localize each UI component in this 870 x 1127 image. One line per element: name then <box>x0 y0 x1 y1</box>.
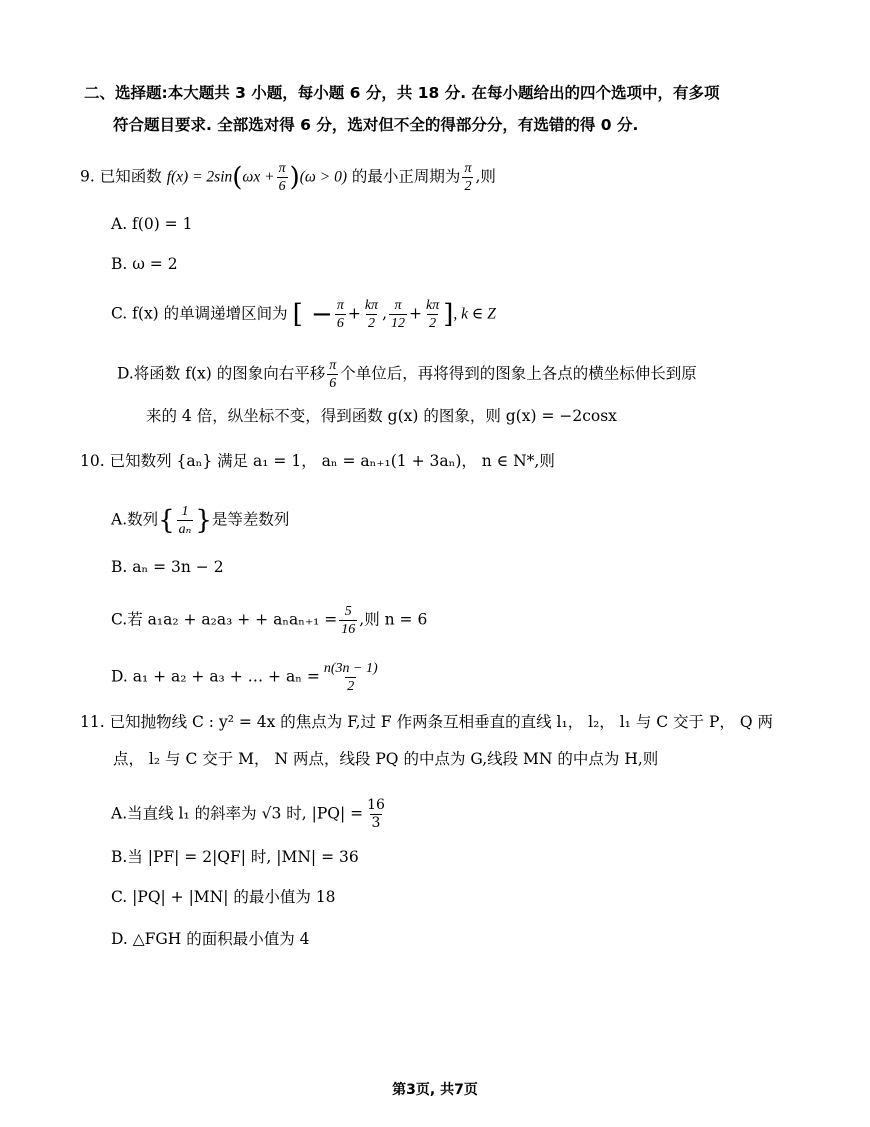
q9-option-d-line1 <box>117 357 697 392</box>
q9-condition: (ω > 0) <box>299 168 347 186</box>
q10-option-a-suffix: 是等差数列 <box>211 510 290 529</box>
q11-stem-line2: 点， l₂ 与 C 交于 M， N 两点，线段 PQ 的中点为 G,线段 MN 的中点为 H,则 <box>113 750 659 768</box>
q11-option-d: D. △FGH 的面积最小值为 4 <box>111 930 310 948</box>
q9-period-fraction: $\frac{\pi}{2}$ <box>464 161 472 194</box>
q10-stem <box>80 450 555 472</box>
q11-number: 11. <box>80 713 105 731</box>
q11-option-c: C. |PQ| + |MN| 的最小值为 18 <box>111 888 336 906</box>
q9-option-a: A. f(0) = 1 <box>111 215 193 233</box>
q9-stem-prefix: 已知函数 <box>99 167 162 186</box>
q9-option-c-suffix: , k ∈ Z <box>453 305 496 323</box>
q10-option-d <box>111 660 382 695</box>
section-heading-line1: 二、选择题:本大题共 3 小题，每小题 6 分，共 18 分. 在每小题给出的四个选项中，有多项 <box>84 84 720 102</box>
q9-number: 9. <box>80 167 95 186</box>
q9-option-c: C. f(x) 的单调递增区间为 [ − $\frac{\pi}{6}$ + $\frac{k\pi}{2}$ , $\frac{\pi}{12}$ + $\frac{k\pi}{2}$ ], k ∈ Z <box>111 298 496 331</box>
q9-option-b: B. ω = 2 <box>111 255 178 273</box>
q10-option-c-fraction: $\frac{5}{16}$ <box>341 604 356 637</box>
q10-option-d-fraction: $\frac{n(3n - 1)}{2}$ <box>323 661 378 694</box>
q9-option-c-frac1: $\frac{\pi}{6}$ <box>336 298 344 331</box>
q9-option-c-right-bracket: ] <box>443 299 454 330</box>
q10-option-c-text: C.若 a₁a₂ + a₂a₃ + + aₙaₙ₊₁ = <box>111 610 338 629</box>
q9-stem-mid: 的最小正周期为 <box>351 167 461 186</box>
q10-option-a: A.数列{ $\frac{1}{\text{aₙ}}$ }是等差数列 <box>111 504 290 537</box>
q10-option-d-text: D. a₁ + a₂ + a₃ + … + aₙ = <box>111 667 320 686</box>
q11-option-a-text: A.当直线 l₁ 的斜率为 √3 时, |PQ| = <box>111 804 364 823</box>
q9-option-d-fraction: $\frac{\pi}{6}$ <box>329 358 337 391</box>
q9-stem: 9. 已知函数 f(x) = 2sin(ωx + $\frac{\pi}{6}$ )(ω > 0) 的最小正周期为 $\frac{\pi}{2}$ ,则 <box>80 161 496 194</box>
q9-option-c-prefix: C. f(x) 的单调递增区间为 <box>111 304 288 323</box>
q9-func-def: f(x) = 2sin <box>166 168 233 186</box>
q10-option-a-prefix: A.数列 <box>111 510 159 529</box>
section-heading-line2: 符合题目要求. 全部选对得 6 分，选对但不全的得部分分，有选错的得 0 分. <box>113 116 639 134</box>
q9-option-c-frac3: $\frac{\pi}{12}$ <box>391 298 405 331</box>
q10-number: 10. <box>80 452 105 470</box>
q9-arg: ωx + <box>242 168 275 186</box>
q10-option-c <box>111 603 427 638</box>
page-footer: 第3页, 共7页 <box>392 1082 478 1098</box>
q9-option-d-suffix: 个单位后，再将得到的图象上各点的横坐标伸长到原 <box>340 364 697 383</box>
q11-stem-line1 <box>80 711 773 733</box>
q11-option-a <box>111 797 389 832</box>
q9-option-d-line2: 来的 4 倍，纵坐标不变，得到函数 g(x) 的图象，则 g(x) = −2cosx <box>146 407 617 425</box>
q10-option-c-suffix: ,则 n = 6 <box>359 610 428 629</box>
q9-option-d-prefix: D.将函数 f(x) 的图象向右平移 <box>117 364 326 383</box>
q9-option-c-left-bracket: [ − <box>292 299 333 330</box>
q9-stem-end: ,则 <box>475 167 496 186</box>
q10-option-a-fraction: $\frac{1}{\text{aₙ}}$ <box>178 504 192 537</box>
q10-stem-text: 已知数列 {aₙ} 满足 a₁ = 1， aₙ = aₙ₊₁(1 + 3aₙ)， n ∈ N*,则 <box>109 452 555 470</box>
q9-phase-fraction: $\frac{\pi}{6}$ <box>278 161 286 194</box>
q9-option-c-frac2: $\frac{k\pi}{2}$ <box>364 298 379 331</box>
q11-option-b: B.当 |PF| = 2|QF| 时, |MN| = 36 <box>111 848 359 866</box>
q11-stem-text1: 已知抛物线 C : y² = 4x 的焦点为 F,过 F 作两条互相垂直的直线 l₁， l₂， l₁ 与 C 交于 P， Q 两 <box>109 713 773 731</box>
q11-option-a-fraction: $\frac{16}{3}$ <box>367 797 385 831</box>
q10-option-b: B. aₙ = 3n − 2 <box>111 558 224 576</box>
q9-option-c-frac4: $\frac{k\pi}{2}$ <box>426 298 440 331</box>
